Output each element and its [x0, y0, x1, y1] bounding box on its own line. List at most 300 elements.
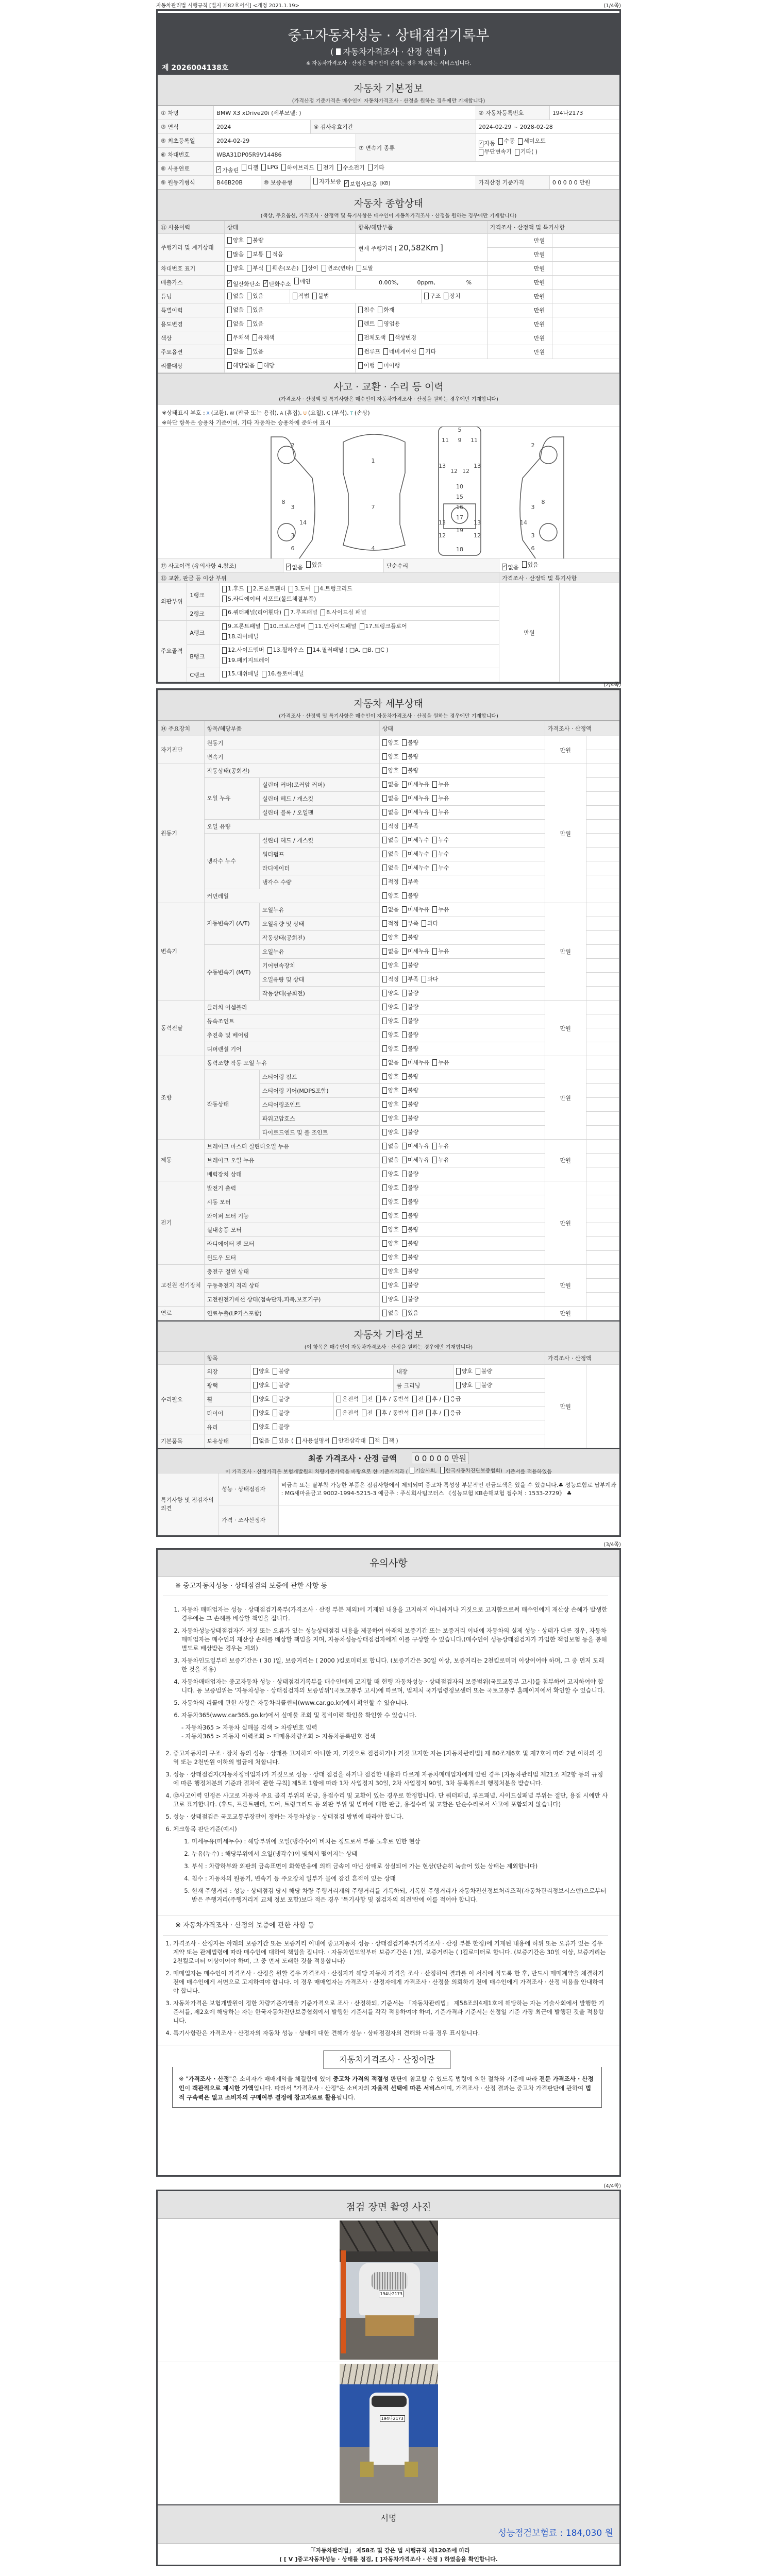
- item-label: 변속기: [204, 750, 379, 764]
- item-state: [379, 1014, 545, 1028]
- symbol-code: C: [325, 411, 332, 416]
- checkbox[interactable]: [273, 1436, 293, 1445]
- checkbox[interactable]: [307, 646, 389, 654]
- checkbox[interactable]: [382, 975, 399, 983]
- price-unit: 만원: [488, 345, 552, 359]
- empty-box-icon: [382, 1282, 387, 1289]
- checkbox[interactable]: [402, 947, 430, 955]
- checkbox[interactable]: [382, 822, 399, 830]
- empty-box-icon: [402, 1184, 407, 1191]
- checkbox[interactable]: [515, 148, 537, 156]
- checkbox-label: 화재: [383, 307, 395, 314]
- checkbox[interactable]: [382, 905, 399, 913]
- checkbox[interactable]: [402, 1086, 418, 1094]
- checkbox[interactable]: [362, 1409, 373, 1417]
- checkbox[interactable]: [382, 947, 399, 955]
- checkbox[interactable]: [286, 563, 303, 571]
- checkbox[interactable]: [247, 292, 263, 300]
- checkbox[interactable]: [479, 140, 495, 148]
- checkbox[interactable]: [402, 1281, 418, 1289]
- checkbox[interactable]: [337, 163, 365, 172]
- checkbox[interactable]: [382, 863, 399, 872]
- checkbox[interactable]: [432, 863, 449, 872]
- checkbox-label: 해당: [263, 362, 275, 369]
- checkbox[interactable]: [382, 1114, 399, 1122]
- checkbox[interactable]: [432, 794, 449, 802]
- checkbox[interactable]: [382, 1267, 399, 1275]
- item-state: [379, 820, 545, 834]
- checkbox[interactable]: [358, 361, 375, 369]
- license-plate: 194나2173: [380, 2415, 405, 2422]
- checkbox[interactable]: [432, 836, 449, 844]
- checkbox[interactable]: [357, 264, 373, 272]
- empty-box-icon: [382, 753, 387, 760]
- label: 특별이력: [158, 303, 225, 317]
- price-note: [586, 875, 619, 889]
- checkbox[interactable]: [382, 1170, 399, 1178]
- checkbox[interactable]: [412, 1409, 424, 1417]
- checkbox[interactable]: [502, 563, 518, 571]
- checkbox[interactable]: [376, 1395, 409, 1403]
- checkbox[interactable]: [402, 961, 418, 969]
- checkbox[interactable]: [261, 164, 278, 171]
- checkbox[interactable]: [322, 264, 354, 272]
- empty-box-icon: [312, 293, 317, 299]
- label: 룸 크리닝: [394, 1379, 453, 1393]
- checkbox[interactable]: [382, 1281, 399, 1289]
- checkbox[interactable]: [402, 1309, 418, 1317]
- checkbox[interactable]: [263, 280, 291, 288]
- checkbox[interactable]: [247, 347, 263, 355]
- empty-box-icon: [273, 1368, 277, 1375]
- checkbox[interactable]: [402, 1058, 430, 1066]
- checkbox[interactable]: [382, 1239, 399, 1247]
- checkbox[interactable]: [402, 1211, 418, 1219]
- checkbox[interactable]: [273, 1381, 289, 1389]
- checkbox[interactable]: [378, 306, 394, 314]
- checkbox[interactable]: [368, 163, 384, 172]
- checkbox[interactable]: [266, 264, 298, 272]
- checkbox[interactable]: [253, 1436, 270, 1445]
- checkbox[interactable]: [382, 1309, 399, 1317]
- checkbox[interactable]: [267, 646, 304, 654]
- checkbox-label: 불량: [407, 962, 419, 969]
- part-number-label: 13: [474, 463, 481, 469]
- checkbox[interactable]: [432, 1142, 449, 1150]
- checkbox-label: 불량: [407, 1226, 419, 1233]
- checkbox[interactable]: [262, 670, 304, 678]
- checkbox[interactable]: [296, 1436, 329, 1445]
- checkbox[interactable]: [253, 1381, 270, 1389]
- checkbox[interactable]: [402, 850, 430, 858]
- price-note: [586, 861, 619, 875]
- sub-label: 수동변속기 (M/T): [204, 945, 259, 1001]
- checkbox[interactable]: [402, 1072, 418, 1080]
- checkbox[interactable]: [247, 250, 263, 258]
- checkbox[interactable]: [402, 989, 418, 997]
- checkbox[interactable]: [382, 766, 399, 774]
- checkbox[interactable]: [426, 1395, 441, 1403]
- label: ⑧ 사용연료: [158, 162, 214, 176]
- checkbox[interactable]: [222, 656, 270, 665]
- checked-box-icon: ✓: [287, 564, 291, 569]
- text-segment: 가격조사 · 산정: [188, 2075, 229, 2082]
- checkbox[interactable]: [266, 250, 283, 258]
- checkbox[interactable]: [432, 1058, 449, 1066]
- checkbox[interactable]: [294, 277, 311, 285]
- checkbox[interactable]: [498, 137, 515, 145]
- checkbox[interactable]: [247, 306, 263, 314]
- label: 배출가스: [158, 276, 225, 290]
- recall-status: [356, 359, 619, 373]
- checkbox[interactable]: [402, 1156, 430, 1164]
- checkbox[interactable]: [440, 1466, 502, 1474]
- checkbox[interactable]: [402, 836, 430, 844]
- checkbox[interactable]: [382, 1128, 399, 1136]
- checkbox[interactable]: [253, 1367, 270, 1375]
- checkbox[interactable]: [313, 177, 341, 185]
- checkbox[interactable]: [378, 319, 400, 328]
- checkbox[interactable]: [222, 633, 259, 641]
- checkbox[interactable]: [410, 1466, 437, 1474]
- checkbox-label: 불량: [407, 1129, 419, 1136]
- final-price-title: 최종 가격조사 · 산정 금액: [308, 1454, 397, 1463]
- checkbox[interactable]: [382, 891, 399, 900]
- exterior-state: [250, 1365, 394, 1379]
- empty-box-icon: [266, 251, 271, 258]
- checkbox[interactable]: [360, 622, 407, 631]
- checkbox-label: 누수: [438, 865, 449, 872]
- checkbox[interactable]: [289, 585, 311, 593]
- item-label: 실린더 블록 / 오일팬: [259, 806, 379, 820]
- checkbox[interactable]: [273, 1409, 289, 1417]
- checkbox[interactable]: [412, 1395, 424, 1403]
- checkbox-label: 있음: [253, 320, 264, 328]
- checkbox[interactable]: [382, 1253, 399, 1261]
- item-state: [379, 764, 545, 778]
- item-label: 윈도우 모터: [204, 1251, 379, 1265]
- checkbox[interactable]: [402, 1003, 418, 1011]
- price-unit: 만원: [545, 1140, 586, 1181]
- checkbox[interactable]: [362, 1395, 373, 1403]
- checkbox[interactable]: [522, 561, 539, 569]
- price-unit: 만원: [545, 903, 586, 1001]
- checkbox[interactable]: [309, 622, 356, 631]
- part-number-label: 11: [470, 437, 478, 444]
- checkbox[interactable]: [402, 738, 418, 747]
- checkbox[interactable]: [382, 1183, 399, 1192]
- price-unit: 만원: [488, 234, 552, 248]
- checkbox[interactable]: [382, 738, 399, 747]
- empty-box-icon: [382, 1143, 387, 1149]
- checkbox[interactable]: [456, 1367, 473, 1375]
- checkbox-label: 디젤: [247, 164, 259, 171]
- checkbox-label: 18.리어패널: [228, 633, 259, 640]
- checkbox[interactable]: [281, 163, 314, 172]
- checkbox[interactable]: [273, 1395, 289, 1403]
- checkbox[interactable]: [419, 347, 436, 355]
- checkbox-label: 양호: [388, 1296, 399, 1303]
- checkbox[interactable]: [247, 236, 263, 244]
- checkbox[interactable]: [382, 1197, 399, 1206]
- checkbox[interactable]: [479, 148, 512, 156]
- checkbox[interactable]: [247, 319, 263, 328]
- checkbox[interactable]: [258, 361, 274, 369]
- checkbox[interactable]: [216, 166, 239, 174]
- checkbox-label: 미세누수: [407, 837, 430, 844]
- checkbox[interactable]: [382, 919, 399, 927]
- checkbox[interactable]: [382, 1016, 399, 1025]
- checkbox[interactable]: [444, 1409, 461, 1417]
- checkbox-label: 불량: [407, 1018, 419, 1025]
- checkbox-label: 없음: [232, 320, 244, 328]
- checkbox[interactable]: [222, 670, 259, 678]
- tuning: [224, 290, 290, 303]
- part-number-label: 16: [456, 504, 463, 511]
- checkbox[interactable]: [337, 1409, 359, 1417]
- checkbox[interactable]: [227, 333, 249, 342]
- checkbox[interactable]: [222, 608, 281, 617]
- checkbox[interactable]: [382, 1225, 399, 1233]
- item-state: [379, 1223, 545, 1237]
- empty-box-icon: [222, 657, 227, 664]
- checkbox[interactable]: [402, 891, 418, 900]
- checkbox-label: 누유: [438, 781, 449, 788]
- empty-box-icon: [369, 1437, 374, 1444]
- checkbox[interactable]: [247, 264, 263, 272]
- checkbox[interactable]: [317, 163, 334, 172]
- checkbox[interactable]: [402, 1253, 418, 1261]
- checkbox[interactable]: [402, 1016, 418, 1025]
- checkbox[interactable]: [284, 608, 317, 617]
- checkbox-label: 14.필러패널 ( □A, □B, □C ): [312, 647, 389, 653]
- checkbox[interactable]: [382, 989, 399, 997]
- checkbox[interactable]: [382, 961, 399, 969]
- checkbox[interactable]: [389, 333, 417, 342]
- item-state: [379, 861, 545, 875]
- page-2: [156, 679, 621, 1537]
- symbol-label: (판금 또는 용접),: [236, 410, 279, 416]
- checkbox[interactable]: [382, 1003, 399, 1011]
- checkbox[interactable]: [227, 361, 255, 369]
- front-inspection-photo: [340, 2221, 438, 2360]
- checkbox[interactable]: [382, 1086, 399, 1094]
- checkbox[interactable]: [227, 319, 244, 328]
- checkbox[interactable]: [402, 1295, 418, 1303]
- checkbox[interactable]: [402, 1170, 418, 1178]
- checkbox[interactable]: [382, 1044, 399, 1053]
- vin-marking: [224, 262, 487, 276]
- checkbox[interactable]: [432, 905, 449, 913]
- empty-box-icon: [402, 1171, 407, 1177]
- checkbox[interactable]: [264, 622, 306, 631]
- checkbox[interactable]: [382, 1156, 399, 1164]
- checkbox[interactable]: [518, 137, 546, 145]
- checkbox[interactable]: [227, 250, 244, 258]
- price-note: [586, 1112, 619, 1126]
- checkbox[interactable]: [253, 1395, 270, 1403]
- checkbox[interactable]: [302, 264, 318, 272]
- checkbox[interactable]: [432, 850, 449, 858]
- checkbox[interactable]: [382, 752, 399, 760]
- checkbox-label: 양호: [388, 753, 399, 760]
- empty-box-icon: [402, 990, 407, 996]
- checkbox[interactable]: [382, 850, 399, 858]
- checkbox[interactable]: [422, 975, 438, 983]
- checkbox[interactable]: [402, 975, 418, 983]
- checkbox-label: 불량: [407, 767, 419, 774]
- item-state: [379, 778, 545, 792]
- checkbox[interactable]: [402, 1225, 418, 1233]
- checkbox[interactable]: [247, 585, 286, 593]
- checkbox[interactable]: [376, 1409, 409, 1417]
- checkbox[interactable]: [358, 306, 375, 314]
- checkbox[interactable]: [382, 808, 399, 816]
- checkbox[interactable]: [402, 794, 430, 802]
- checkbox[interactable]: [402, 1114, 418, 1122]
- checkbox-label: 있음: [527, 561, 539, 568]
- checkbox[interactable]: [426, 1409, 441, 1417]
- checkbox[interactable]: [382, 1211, 399, 1219]
- checkbox[interactable]: [253, 333, 275, 342]
- checkbox[interactable]: [402, 808, 430, 816]
- checkbox[interactable]: [402, 1183, 418, 1192]
- checkbox-label: 기타( ): [520, 148, 538, 156]
- checkbox[interactable]: [382, 933, 399, 941]
- checkbox[interactable]: [432, 808, 449, 816]
- checkbox[interactable]: [402, 1044, 418, 1053]
- checkbox[interactable]: [382, 1058, 399, 1066]
- use-change: [224, 317, 355, 331]
- checkbox[interactable]: [344, 180, 377, 188]
- checkbox[interactable]: [402, 919, 418, 927]
- checkbox[interactable]: [321, 608, 366, 617]
- checkbox-label: 미세누유: [407, 1143, 430, 1150]
- checkbox[interactable]: [424, 292, 441, 300]
- checkbox-label: 구조: [430, 293, 441, 300]
- checkbox[interactable]: [382, 836, 399, 844]
- checkbox[interactable]: [476, 1367, 492, 1375]
- checkbox[interactable]: [402, 1239, 418, 1247]
- checkbox[interactable]: [432, 947, 449, 955]
- checkbox[interactable]: [382, 780, 399, 788]
- checkbox[interactable]: [402, 780, 430, 788]
- checkbox-label: 누유: [438, 948, 449, 955]
- empty-box-icon: [426, 1396, 431, 1402]
- checkbox[interactable]: [369, 1436, 380, 1445]
- checkbox[interactable]: [273, 1422, 289, 1431]
- checkbox[interactable]: [444, 1395, 461, 1403]
- empty-box-icon: [402, 962, 407, 969]
- checkbox[interactable]: [306, 561, 323, 569]
- checkbox[interactable]: [402, 766, 418, 774]
- checkbox[interactable]: [293, 292, 309, 300]
- price-note: [586, 1307, 619, 1320]
- tuning-kind: [422, 290, 488, 303]
- checkbox[interactable]: [402, 1030, 418, 1039]
- empty-box-icon: [402, 865, 407, 871]
- empty-box-icon: [382, 906, 387, 913]
- price-note: [586, 792, 619, 806]
- checkbox[interactable]: [382, 1100, 399, 1108]
- checkbox[interactable]: [358, 333, 386, 342]
- checkbox[interactable]: [402, 905, 430, 913]
- checkbox[interactable]: [402, 1197, 418, 1206]
- checkbox[interactable]: [227, 236, 244, 244]
- checkbox[interactable]: [332, 1436, 365, 1445]
- checkbox[interactable]: [422, 919, 438, 927]
- checkbox[interactable]: [382, 1072, 399, 1080]
- checkbox[interactable]: [222, 585, 244, 593]
- checkbox[interactable]: [382, 1295, 399, 1303]
- checkbox[interactable]: [383, 347, 416, 355]
- checkbox[interactable]: [382, 1142, 399, 1150]
- checkbox[interactable]: [222, 622, 261, 631]
- checkbox[interactable]: [378, 361, 400, 369]
- checkbox[interactable]: [227, 264, 244, 272]
- checkbox[interactable]: [432, 780, 449, 788]
- checkbox[interactable]: [227, 292, 244, 300]
- page-4-frame: [156, 2190, 621, 2566]
- checkbox[interactable]: [314, 585, 352, 593]
- checkbox-label: 없음: [508, 564, 519, 571]
- checkbox[interactable]: [382, 877, 399, 886]
- checkbox[interactable]: [358, 319, 375, 328]
- checkbox[interactable]: [432, 1156, 449, 1164]
- checkbox[interactable]: [273, 1367, 289, 1375]
- checkbox[interactable]: [444, 292, 460, 300]
- checkbox-label: 불량: [407, 1073, 419, 1080]
- checkbox[interactable]: [337, 1395, 359, 1403]
- checkbox[interactable]: [456, 1381, 473, 1389]
- checkbox-label: 적법: [298, 293, 310, 300]
- checkbox[interactable]: [253, 1409, 270, 1417]
- checkbox[interactable]: [227, 280, 260, 288]
- checkbox-label: 양호: [461, 1368, 473, 1375]
- checkbox[interactable]: [242, 163, 258, 172]
- checkbox[interactable]: [402, 877, 418, 886]
- checkbox-label: 안전삼각대: [338, 1437, 366, 1445]
- checkbox[interactable]: [402, 1142, 430, 1150]
- item-label: 시동 모터: [204, 1195, 379, 1209]
- checkbox[interactable]: [253, 1422, 270, 1431]
- checkbox-label: 누유: [438, 906, 449, 913]
- checkbox[interactable]: [358, 347, 380, 355]
- checkbox[interactable]: [476, 1381, 492, 1389]
- rank-parts: [220, 645, 499, 668]
- checkbox[interactable]: [383, 1436, 398, 1445]
- checkbox[interactable]: [402, 822, 418, 830]
- checkbox[interactable]: [402, 1128, 418, 1136]
- checkbox-label: 하이브리드: [287, 164, 314, 171]
- col-header: 항목/해당부품: [204, 721, 379, 736]
- checkbox[interactable]: [402, 1267, 418, 1275]
- checkbox[interactable]: [222, 595, 316, 603]
- checkbox[interactable]: [222, 646, 264, 654]
- checkbox[interactable]: [382, 794, 399, 802]
- checkbox[interactable]: [402, 933, 418, 941]
- checkbox-label: 없음: [388, 809, 399, 816]
- checkbox[interactable]: [402, 752, 418, 760]
- checkbox[interactable]: [402, 1100, 418, 1108]
- checkbox[interactable]: [312, 292, 329, 300]
- checkbox[interactable]: [227, 306, 244, 314]
- empty-box-icon: [402, 892, 407, 899]
- checkbox[interactable]: [402, 863, 430, 872]
- checkbox[interactable]: [382, 1030, 399, 1039]
- checkbox[interactable]: [227, 347, 244, 355]
- empty-box-icon: [382, 865, 387, 871]
